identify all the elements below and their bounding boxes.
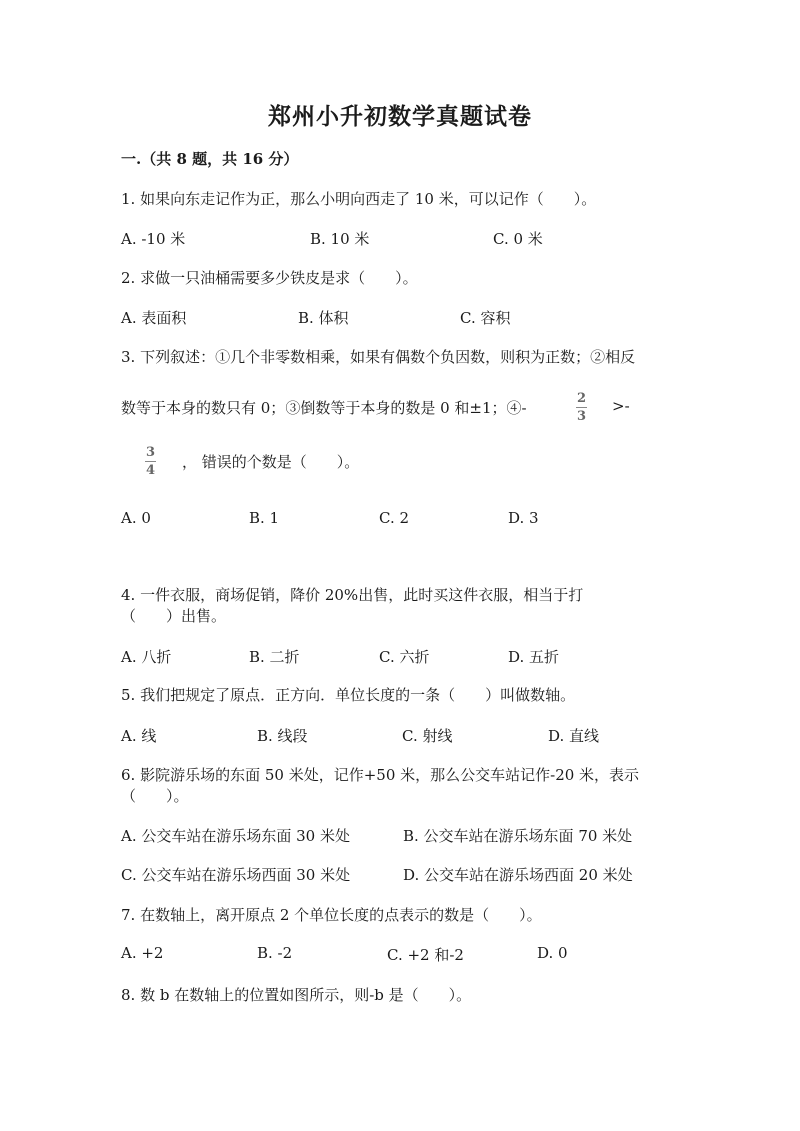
question-6-line-1: 6. 影院游乐场的东面 50 米处，记作+50 米，那么公交车站记作-20 米，表示 — [121, 766, 640, 784]
question-4-option-b: B. 二折 — [249, 648, 300, 666]
fraction-two-thirds — [576, 392, 587, 423]
question-3-option-c: C. 2 — [379, 509, 410, 527]
question-6-option-b: B. 公交车站在游乐场东面 70 米处 — [403, 827, 633, 845]
question-7-option-d: D. 0 — [537, 944, 568, 962]
question-7-option-b: B. -2 — [257, 944, 293, 962]
question-3-line-1: 3. 下列叙述：①几个非零数相乘，如果有偶数个负因数，则积为正数；②相反 — [121, 348, 636, 366]
question-7-text: 7. 在数轴上，离开原点 2 个单位长度的点表示的数是（ ）。 — [121, 906, 542, 924]
question-2-option-c: C. 容积 — [460, 309, 511, 327]
question-6-line-2: （ ）。 — [121, 787, 189, 805]
question-1-option-c: C. 0 米 — [493, 230, 543, 248]
fraction-denominator: 4 — [146, 463, 156, 478]
question-5-option-a: A. 线 — [121, 727, 157, 745]
question-8-text: 8. 数 b 在数轴上的位置如图所示，则-b 是（ ）。 — [121, 986, 472, 1004]
question-4-line-1: 4. 一件衣服，商场促销，降价 20%出售，此时买这件衣服，相当于打 — [121, 586, 584, 604]
question-1-text: 1. 如果向东走记作为正，那么小明向西走了 10 米，可以记作（ ）。 — [121, 190, 597, 208]
question-3-option-d: D. 3 — [508, 509, 539, 527]
question-2-text: 2. 求做一只油桶需要多少铁皮是求（ ）。 — [121, 269, 418, 287]
question-5-text: 5. 我们把规定了原点．正方向．单位长度的一条（ ）叫做数轴。 — [121, 686, 576, 704]
fraction-numerator: 3 — [146, 445, 156, 460]
question-7-option-c: C. +2 和-2 — [387, 946, 464, 964]
question-4-option-d: D. 五折 — [508, 648, 560, 666]
question-3-line-2: 数等于本身的数只有 0；③倒数等于本身的数是 0 和±1；④- — [121, 399, 527, 417]
fraction-denominator: 3 — [577, 409, 587, 424]
question-6-option-c: C. 公交车站在游乐场西面 30 米处 — [121, 866, 351, 884]
question-7-option-a: A. +2 — [121, 944, 164, 962]
question-5-option-c: C. 射线 — [402, 727, 453, 745]
question-5-option-d: D. 直线 — [548, 727, 600, 745]
question-2-option-a: A. 表面积 — [121, 309, 187, 327]
fraction-numerator: 2 — [577, 391, 587, 406]
question-6-option-a: A. 公交车站在游乐场东面 30 米处 — [121, 827, 350, 845]
section-heading: 一.（共 8 题，共 16 分） — [121, 150, 299, 168]
question-4-option-c: C. 六折 — [379, 648, 430, 666]
question-4-option-a: A. 八折 — [121, 648, 172, 666]
question-3-option-b: B. 1 — [249, 509, 280, 527]
question-2-option-b: B. 体积 — [298, 309, 349, 327]
page-title: 郑州小升初数学真题试卷 — [268, 103, 532, 130]
question-5-option-b: B. 线段 — [257, 727, 308, 745]
question-1-option-a: A. -10 米 — [121, 230, 186, 248]
fraction-three-quarters — [145, 446, 156, 477]
greater-than-sign: >- — [612, 397, 630, 415]
question-6-option-d: D. 公交车站在游乐场西面 20 米处 — [403, 866, 633, 884]
question-3-option-a: A. 0 — [121, 509, 151, 527]
question-1-option-b: B. 10 米 — [310, 230, 370, 248]
question-3-line-3: ， 错误的个数是（ ）。 — [182, 453, 360, 471]
question-4-line-2: （ ）出售。 — [121, 607, 227, 625]
